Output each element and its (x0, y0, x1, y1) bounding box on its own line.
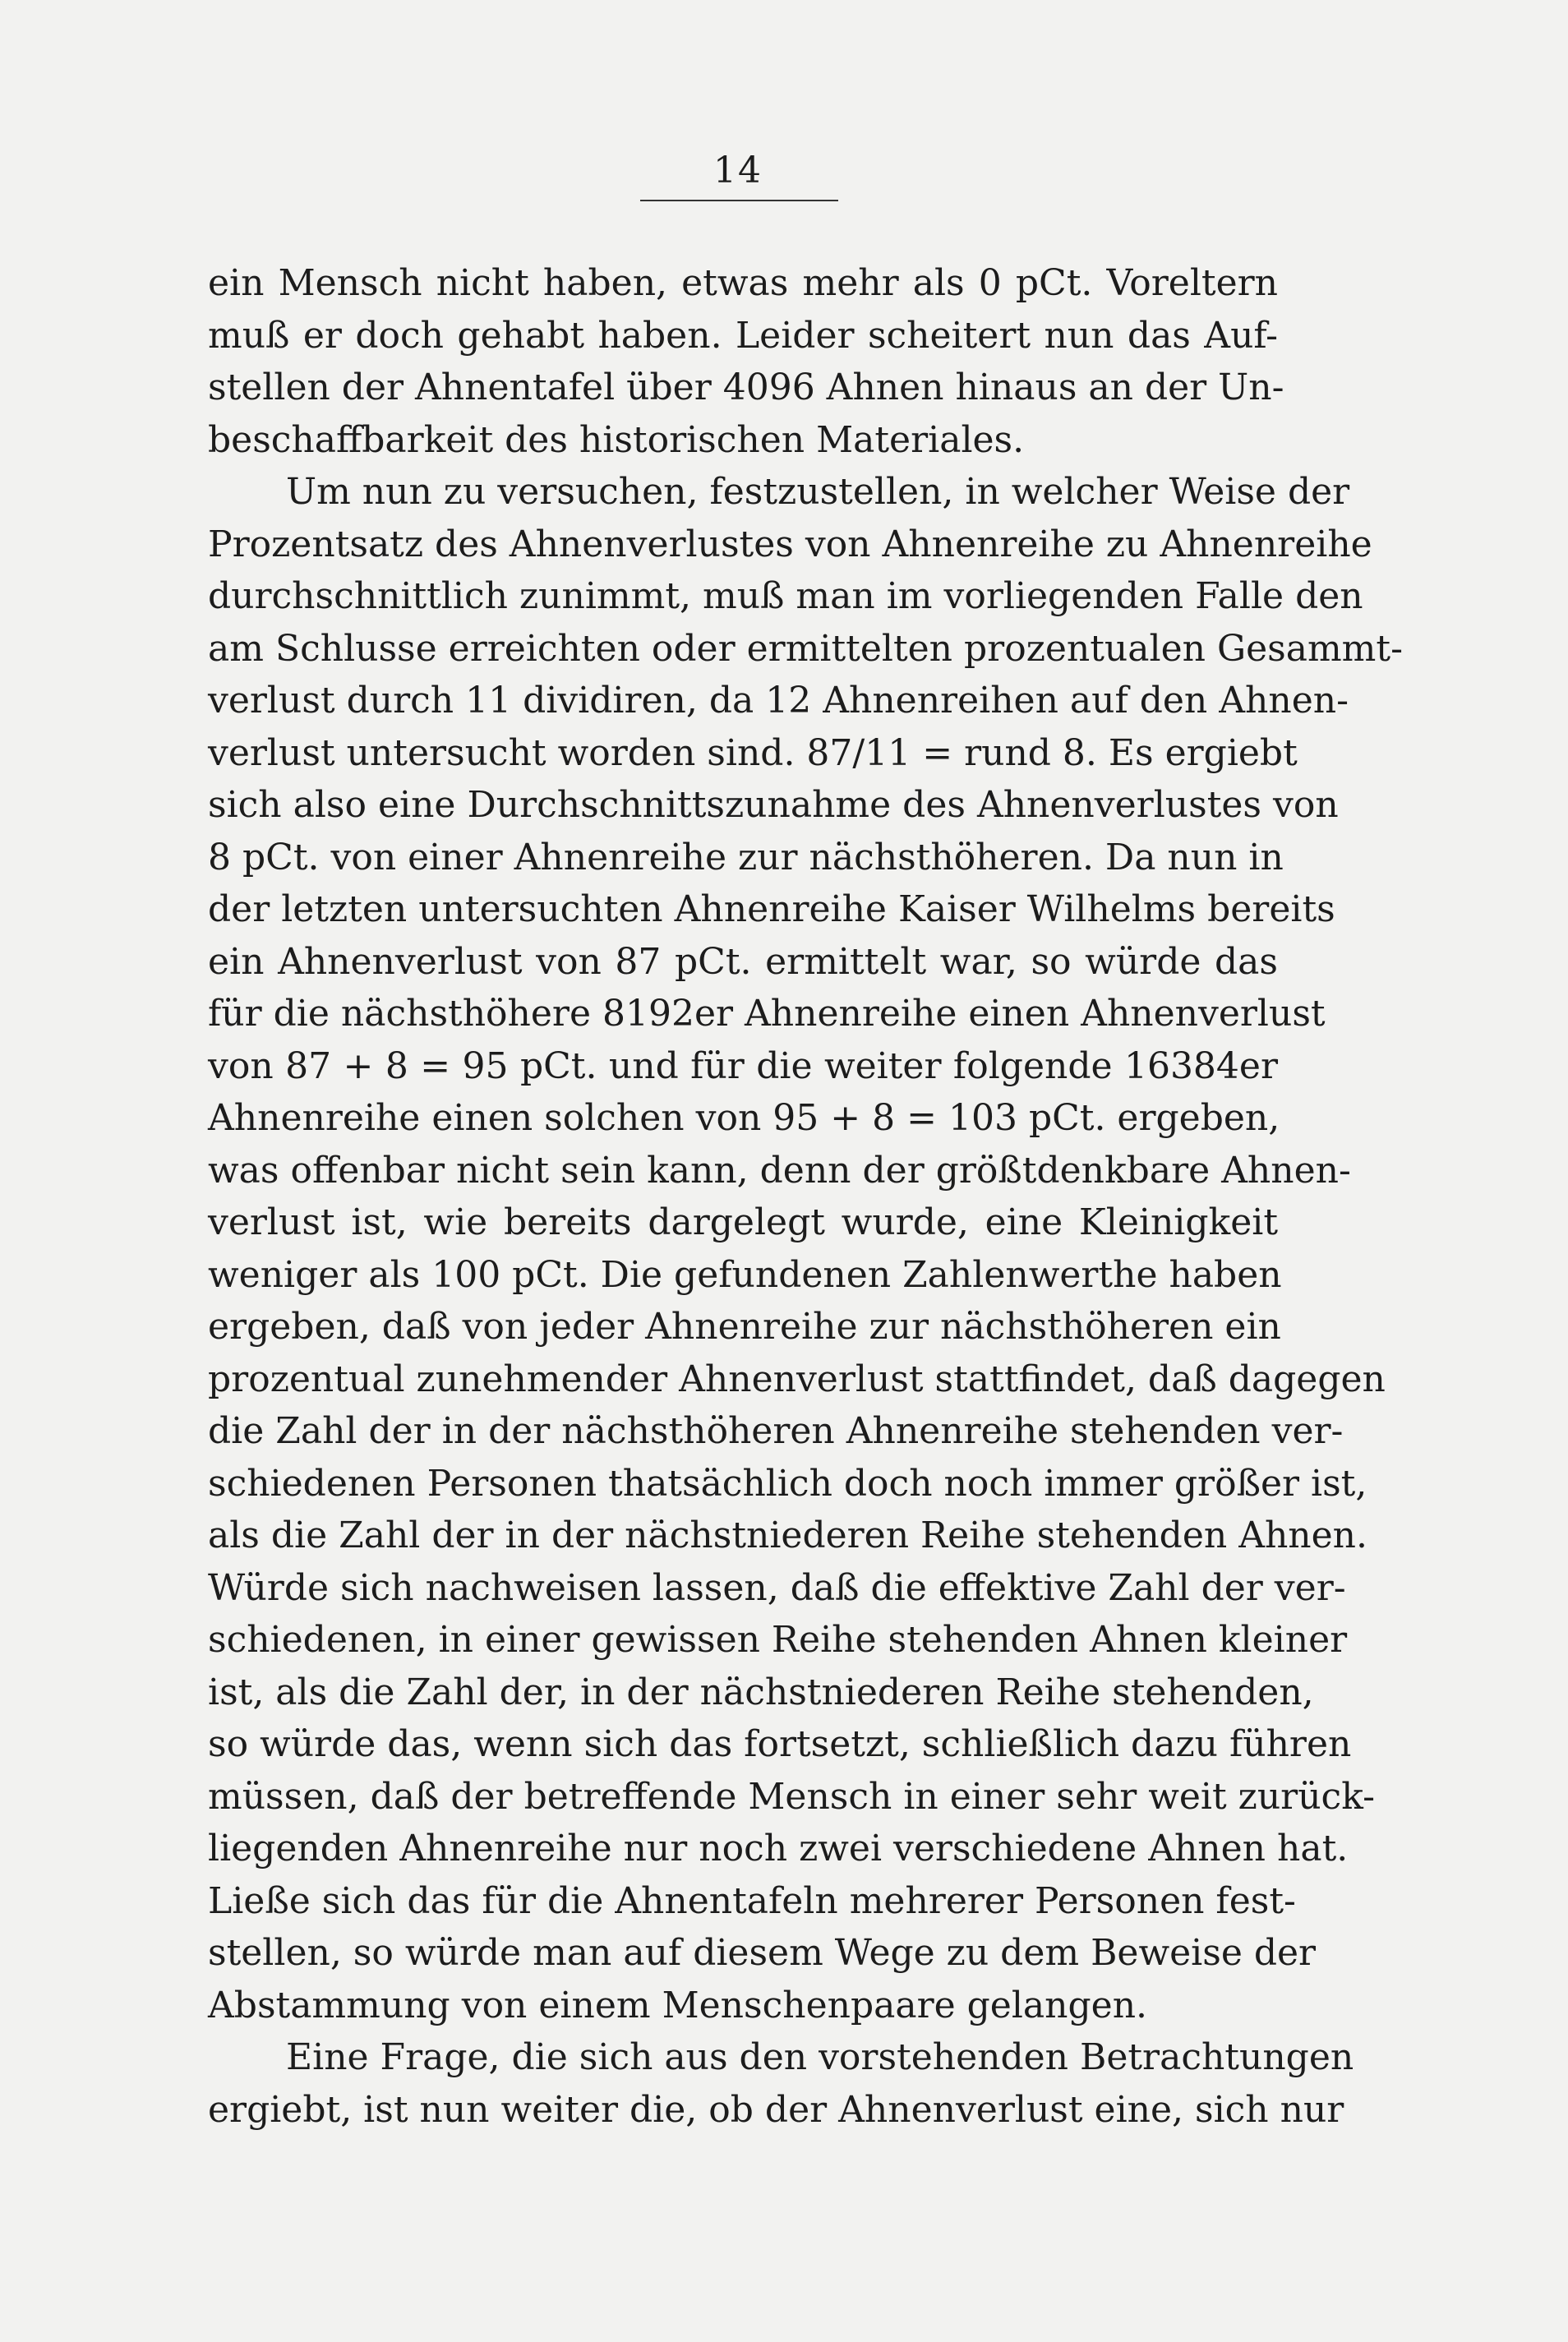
page-number: 14 (713, 150, 763, 191)
text-line: verlust ist, wie bereits dargelegt wurde, eine Kleinigkeit (208, 1201, 1278, 1243)
text-line: ist, als die Zahl der, in der nächstniederen Reihe stehenden, (208, 1671, 1314, 1713)
text-line: beschaffbarkeit des historischen Materiales. (208, 418, 1025, 461)
text-line: Eine Frage, die sich aus den vorstehenden Betrachtungen (286, 2036, 1354, 2078)
text-line: der letzten untersuchten Ahnenreihe Kaiser Wilhelms bereits (208, 888, 1335, 930)
text-line: Ließe sich das für die Ahnentafeln mehrerer Personen fest- (208, 1879, 1296, 1922)
text-line: Prozentsatz des Ahnenverlustes von Ahnenreihe zu Ahnenreihe (208, 523, 1372, 565)
text-line: sich also eine Durchschnittszunahme des Ahnenverlustes von (208, 784, 1339, 826)
text-line: ergiebt, ist nun weiter die, ob der Ahnenverlust eine, sich nur (208, 2088, 1344, 2131)
text-line: Ahnenreihe einen solchen von 95 + 8 = 103 pCt. ergeben, (208, 1097, 1280, 1139)
text-line: muß er doch gehabt haben. Leider scheitert nun das Auf- (208, 314, 1278, 357)
text-line: ein Ahnenverlust von 87 pCt. ermittelt war, so würde das (208, 940, 1278, 983)
text-line: so würde das, wenn sich das fortsetzt, schließlich dazu führen (208, 1723, 1352, 1765)
text-line: verlust untersucht worden sind. 87/11 = rund 8. Es ergiebt (208, 731, 1298, 774)
text-line: was offenbar nicht sein kann, denn der größtdenkbare Ahnen- (208, 1149, 1351, 1192)
text-line: die Zahl der in der nächsthöheren Ahnenreihe stehenden ver- (208, 1410, 1344, 1452)
text-line: von 87 + 8 = 95 pCt. und für die weiter folgende 16384er (208, 1044, 1278, 1087)
text-line: müssen, daß der betreffende Mensch in einer sehr weit zurück- (208, 1775, 1375, 1818)
text-line: prozentual zunehmender Ahnenverlust stattfindet, daß dagegen (208, 1358, 1386, 1400)
text-line: für die nächsthöhere 8192er Ahnenreihe einen Ahnenverlust (208, 993, 1326, 1035)
header-rule (640, 200, 838, 201)
text-line: schiedenen Personen thatsächlich doch noch immer größer ist, (208, 1462, 1367, 1505)
text-line: ergeben, daß von jeder Ahnenreihe zur nächsthöheren ein (208, 1306, 1281, 1348)
text-line: als die Zahl der in der nächstniederen Reihe stehenden Ahnen. (208, 1514, 1368, 1556)
body-text (208, 257, 1403, 2136)
text-line: Würde sich nachweisen lassen, daß die effektive Zahl der ver- (208, 1566, 1346, 1609)
text-line: stellen, so würde man auf diesem Wege zu dem Beweise der (208, 1932, 1317, 1974)
text-line: durchschnittlich zunimmt, muß man im vorliegenden Falle den (208, 575, 1363, 617)
text-line: 8 pCt. von einer Ahnenreihe zur nächsthöheren. Da nun in (208, 836, 1284, 878)
text-line: Um nun zu versuchen, festzustellen, in welcher Weise der (286, 471, 1350, 513)
text-line: liegenden Ahnenreihe nur noch zwei verschiedene Ahnen hat. (208, 1828, 1349, 1869)
text-line: Abstammung von einem Menschenpaare gelangen. (208, 1984, 1148, 2026)
text-line: verlust durch 11 dividiren, da 12 Ahnenreihen auf den Ahnen- (208, 680, 1349, 722)
text-line: ein Mensch nicht haben, etwas mehr als 0 pCt. Voreltern (208, 262, 1278, 304)
text-line: am Schlusse erreichten oder ermittelten prozentualen Gesammt- (208, 627, 1403, 670)
text-line: weniger als 100 pCt. Die gefundenen Zahlenwerthe haben (208, 1253, 1282, 1296)
text-line: stellen der Ahnentafel über 4096 Ahnen hinaus an der Un- (208, 367, 1284, 408)
text-line: schiedenen, in einer gewissen Reihe stehenden Ahnen kleiner (208, 1619, 1348, 1661)
